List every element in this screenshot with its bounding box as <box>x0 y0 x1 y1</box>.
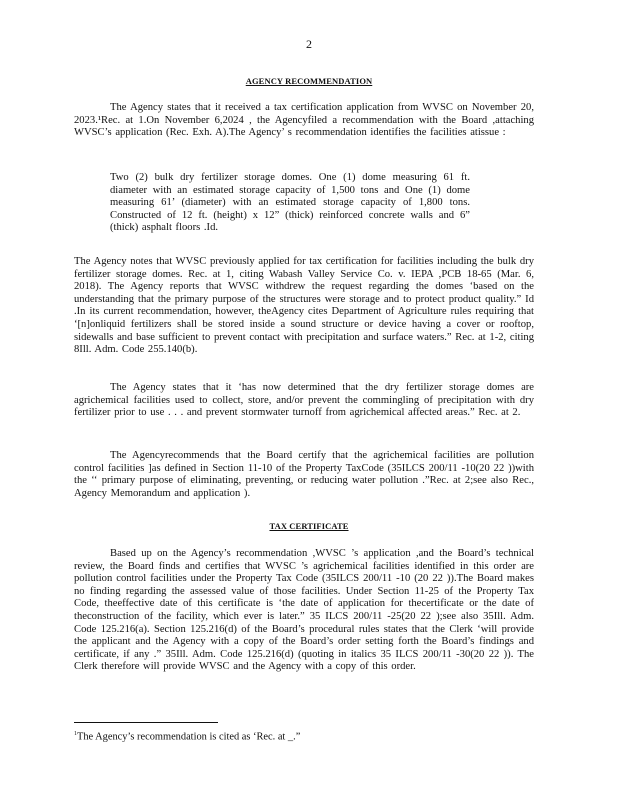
footnote-divider <box>74 722 218 723</box>
agency-recommendation-heading-text: AGENCY RECOMMENDATION <box>245 76 373 86</box>
footnote-marker: 1 <box>74 731 77 737</box>
page-number: 2 <box>306 37 312 51</box>
paragraph-prior-application: The Agency notes that WVSC previously applied for tax certification for facilities including the bulk dry fertilizer storage domes. Rec. at 1, citing Wabash Valley Service Co. v. IEPA ,PCB 18-65 (Mar. 6, 2018). The Agency reports that WVSC withdrew the request regarding the domes ‘based on the understanding that the primary purpose of the structures were storage and to protect product quality.” Id .In its current recommendation, however, theAgency cites Department of Agriculture rules requiring that ‘[n]onliquid fertilizers shall be stored inside a sound structure or device having a cover or rooftop, sidewalls and base sufficient to prevent contact with precipitation and surface waters.” Rec. at 1-2, citing 8Ill. Adm. Code 255.140(b). <box>74 256 534 356</box>
agency-recommendation-heading <box>0 76 618 86</box>
paragraph-board-findings: Based up on the Agency’s recommendation ,WVSC ’s application ,and the Board’s technical review, the Board finds and certifies that WVSC ’s agrichemical facilities identified in this order are pollution control facilities under the Property Tax Code (35ILCS 200/11 -10 (20 22 )).The Board makes no finding regarding the assessed value of those facilities. Under Section 11-25 of the Property Tax Code, theeffective date of this certificate is ‘the date of application for thecertificate or the date of theconstruction of the facility, which ever is later.” 35 ILCS 200/11 -25(20 22 );see also 35Ill. Adm. Code 125.216(a). Section 125.216(d) of the Board’s procedural rules states that the Clerk ‘will provide the applicant and the Agency with a copy of the Board’s order setting forth the Board’s findings and certificate, if any .” 35Ill. Adm. Code 125.216(d) (quoting in italics 35 ILCS 200/11 -30(20 22 )). The Clerk therefore will provide WVSC and the Agency with a copy of this order. <box>74 548 534 673</box>
paragraph-agency-determination: The Agency states that it ‘has now determined that the dry fertilizer storage domes are agrichemical facilities used to collect, store, and/or prevent the commingling of precipitation with dry fertilizer prior to use . . . and prevent stormwater turnoff from agrichemical affected areas.” Rec. at 2. <box>74 382 534 419</box>
quoted-facility-description: Two (2) bulk dry fertilizer storage domes. One (1) dome measuring 61 ft. diameter with an estimated storage capacity of 1,500 tons and One (1) dome measuring 61’ (diameter) with an estimated storage capacity of 1,800 tons. Constructed of 12 ft. (height) x 12” (thick) reinforced concrete walls and 6” (thick) asphalt floors .Id. <box>110 172 470 234</box>
paragraph-agency-recommends: The Agencyrecommends that the Board certify that the agrichemical facilities are pollution control facilities ]as defined in Section 11-10 of the Property TaxCode (35ILCS 200/11 -10(20 22 ))with the ‘‘ primary purpose of eliminating, preventing, or reducing water pollution .”Rec. at 2;see also Rec., Agency Memorandum and application ). <box>74 450 534 499</box>
tax-certificate-heading <box>0 521 618 531</box>
footnote <box>74 731 300 742</box>
paragraph-application-received: The Agency states that it received a tax certification application from WVSC on November 20, 2023.¹Rec. at 1.On November 6,2024 , the Agencyfiled a recommendation with the Board ,attaching WVSC’s application (Rec. Exh. A).The Agency’ s recommendation identifies the facilities atissue : <box>74 102 534 139</box>
tax-certificate-heading-text: TAX CERTIFICATE <box>269 521 349 531</box>
footnote-text: The Agency’s recommendation is cited as ‘Rec. at _.” <box>77 731 301 743</box>
